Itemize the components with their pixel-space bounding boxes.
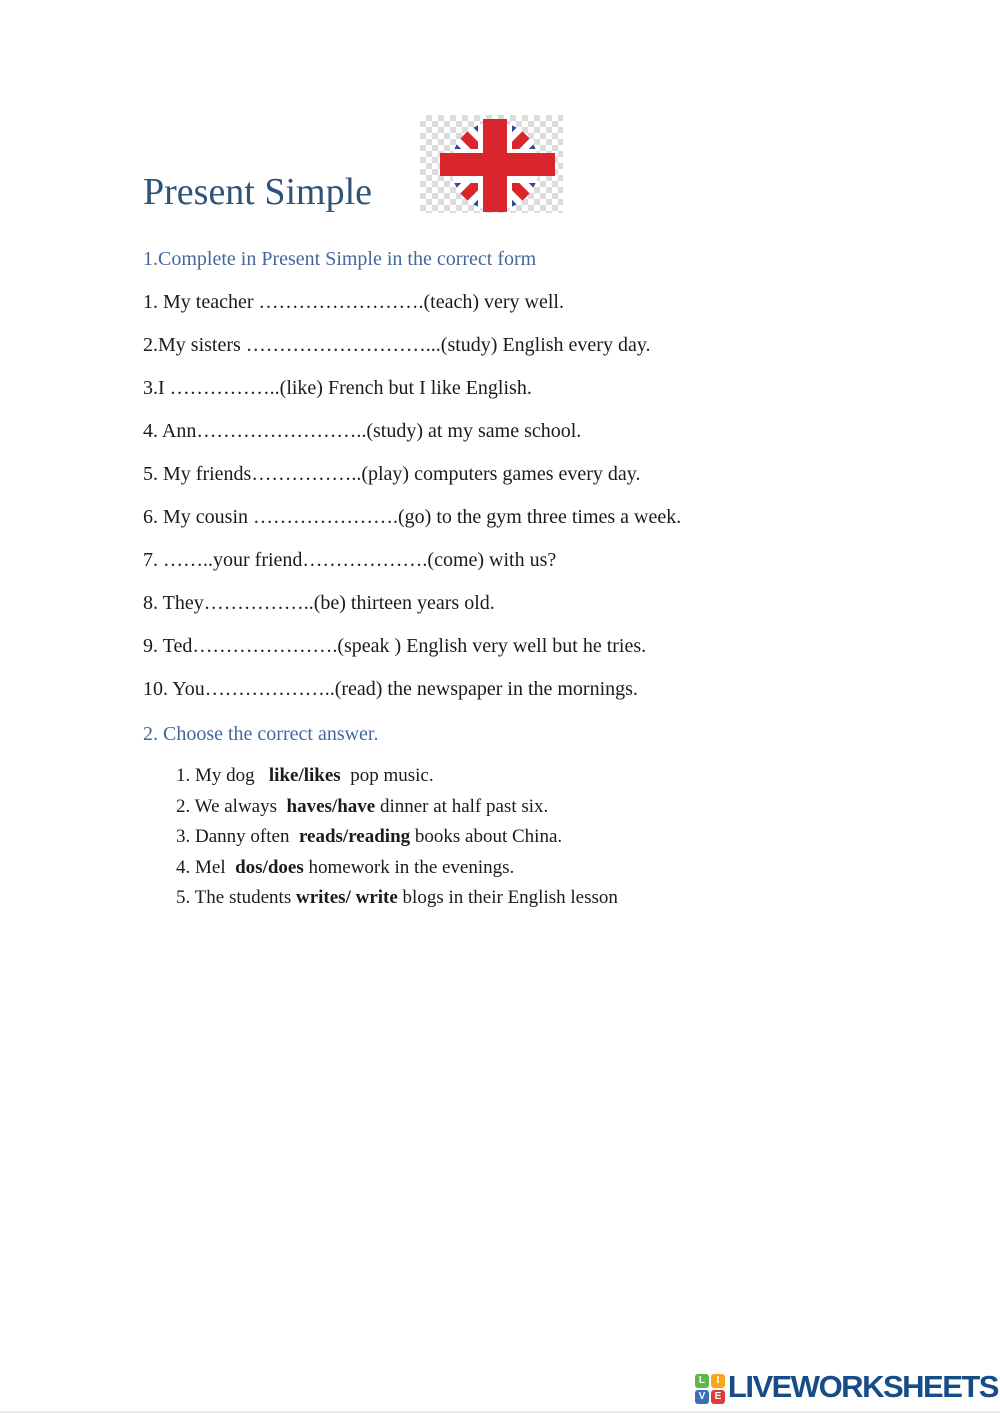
choice-options: haves/have — [286, 795, 376, 817]
exercise2-item-1 — [176, 761, 883, 792]
choice-list — [143, 761, 883, 914]
section2-heading: 2. Choose the correct answer. — [143, 723, 379, 745]
exercise1-item-8: 8. They……………..(be) thirteen years old. — [143, 592, 495, 614]
choice-text-before: 4. Mel — [176, 856, 236, 878]
choice-text-before: 5. The students — [176, 887, 296, 908]
choice-text-before: 3. Danny often — [176, 826, 299, 847]
choice-text-after: dinner at half past six. — [375, 795, 549, 817]
uk-flag-icon — [420, 115, 563, 213]
exercise1-item-4: 4. Ann……………………..(study) at my same school. — [143, 420, 582, 442]
choice-options: dos/does — [235, 856, 304, 878]
page-title: Present Simple — [143, 171, 373, 213]
exercise1-item-6: 6. My cousin ………………….(go) to the gym three times a week. — [143, 506, 682, 528]
exercise1-item-9: 9. Ted………………….(speak ) English very well but he tries. — [143, 635, 647, 657]
uk-flag-cross-horizontal — [440, 153, 555, 176]
choice-text-before: 1. My dog — [176, 765, 269, 786]
exercise2-item-3 — [176, 822, 883, 853]
exercise1-item-2: 2.My sisters ………………………...(study) English every day. — [143, 334, 651, 356]
exercise1-item-7: 7. ……..your friend……………….(come) with us? — [143, 549, 557, 571]
choice-text-after: blogs in their English lesson — [397, 887, 618, 908]
choice-text-after: homework in the evenings. — [303, 856, 515, 878]
logo-square-e: E — [711, 1390, 725, 1404]
choice-options: like/likes — [268, 765, 341, 786]
worksheet-content — [143, 246, 883, 914]
logo-square-l: L — [695, 1374, 709, 1388]
logo-square-v: V — [695, 1390, 709, 1404]
exercise1-item-3: 3.I ……………..(like) French but I like English. — [143, 377, 532, 399]
exercise1-item-1: 1. My teacher …………………….(teach) very well. — [143, 291, 564, 313]
choice-options: reads/reading — [298, 826, 411, 847]
section1-heading: 1.Complete in Present Simple in the correct form — [143, 248, 537, 270]
exercise1-item-10: 10. You………………..(read) the newspaper in the mornings. — [143, 678, 638, 700]
choice-text-after: books about China. — [410, 826, 563, 847]
liveworksheets-wordmark: LIVEWORKSHEETS — [727, 1369, 998, 1404]
exercise2-item-4 — [176, 853, 883, 884]
exercise2-item-5 — [176, 883, 883, 914]
choice-text-after: pop music. — [340, 765, 434, 786]
liveworksheets-logo[interactable] — [695, 1369, 998, 1405]
choice-options: writes/ write — [295, 887, 398, 908]
exercise1-item-5: 5. My friends……………..(play) computers games every day. — [143, 463, 641, 485]
liveworksheets-logo-icon — [695, 1374, 725, 1404]
logo-square-i: I — [711, 1374, 725, 1388]
choice-text-before: 2. We always — [176, 795, 287, 817]
exercise2-item-2 — [176, 792, 883, 823]
